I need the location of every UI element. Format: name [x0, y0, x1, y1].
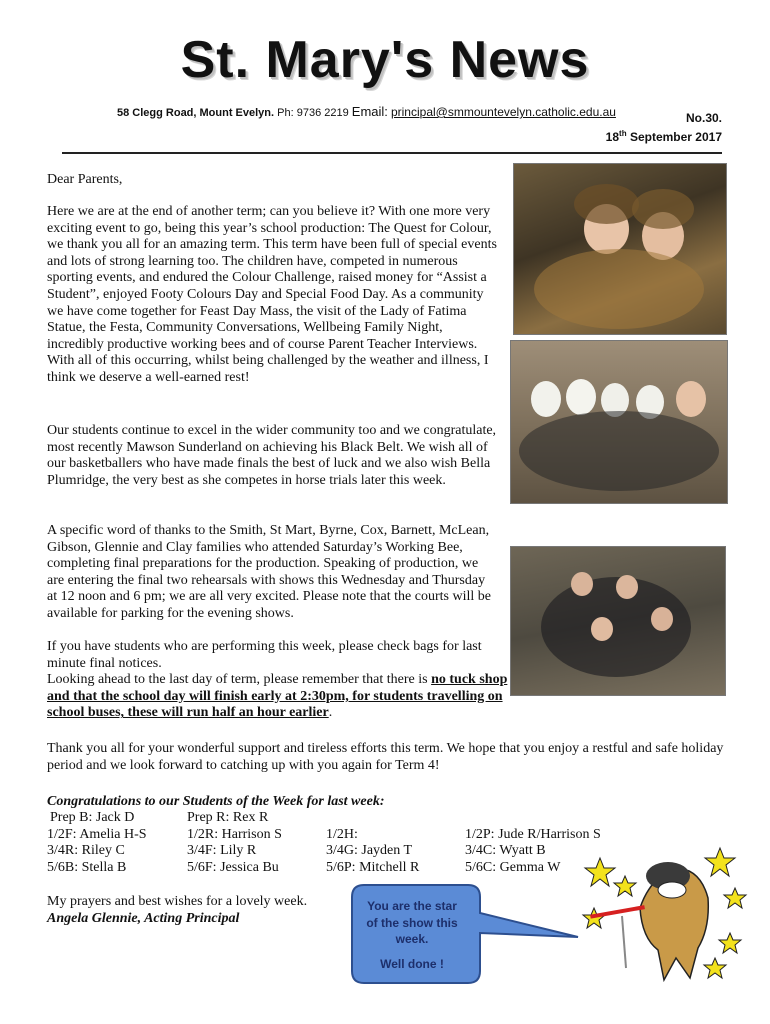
award-entry — [187, 827, 282, 843]
award-class: Prep B: — [50, 810, 93, 825]
award-entry — [50, 810, 134, 826]
notice-bags: If you have students who are performing this week, please check bags for last minute final notices. — [47, 639, 482, 671]
award-class: 3/4R: — [47, 843, 79, 859]
email-label: Email: — [351, 104, 388, 119]
phone-label: Ph: — [277, 107, 294, 119]
award-student: Amelia H-S — [79, 826, 147, 842]
issue-info — [606, 110, 722, 145]
award-entry — [187, 843, 256, 859]
paragraph-thanks: Thank you all for your wonderful support and tireless efforts this term. We hope that you enjoy a restful and safe holiday period and we look forward to catching up with you again for Term 4! — [47, 741, 724, 773]
award-entry — [465, 843, 546, 859]
award-entry — [47, 827, 147, 843]
closing — [47, 893, 307, 927]
speech-bubble-text: You are the star of the show this week. Well done ! — [366, 899, 458, 971]
closing-line: My prayers and best wishes for a lovely week. — [47, 894, 308, 909]
award-student: Jayden T — [361, 843, 413, 859]
award-student: Stella B — [81, 859, 127, 875]
photo-children-rehearsal — [510, 546, 726, 696]
award-class: 5/6P: — [326, 859, 356, 875]
awards-heading: Congratulations to our Students of the Week for last week: — [47, 794, 385, 809]
notice-early-finish: no tuck shop and that the school day will finish early at 2:30pm, for students travelling on school buses, these will run half an hour earlier — [47, 672, 508, 721]
paragraph-notices: If you have students who are performing this week, please check bags for last minute final notices. Looking ahead to the last day of term, please remember that there is no tuck shop and that the school day will finish early at 2:30pm, for students travelling on school buses, these will run half an hour earlier. — [47, 639, 508, 721]
award-student: Gemma W — [499, 859, 561, 875]
award-entry — [187, 860, 279, 876]
contact-line — [117, 104, 616, 119]
newsletter-title: St. Mary's News — [180, 31, 590, 89]
award-class: 5/6C: — [465, 859, 497, 875]
salutation: Dear Parents, — [47, 172, 123, 187]
notice-last-day: Looking ahead to the last day of term, please remember that there is — [47, 672, 432, 688]
award-student: Jack D — [95, 810, 135, 825]
address: 58 Clegg Road, Mount Evelyn. — [117, 107, 275, 119]
issue-number: No.30. — [685, 111, 722, 125]
paragraph-term-summary: Here we are at the end of another term; can you believe it? With one more very exciting event to go, being this year’s school production: The Quest for Colour, we thank you all for an amazing term. This term have been full of special events and lots of strong learning too. The children have, competed in numerous sporting events, and endured the Colour Challenge, raised money for “Assist a Student”, enjoyed Footy Colours Day and Special Food Day. As a community we have come together for Feast Day Mass, the visit of the Lady of Fatima Statue, the Festa, Community Conversations, Wellbeing Family Night, incredibly productive working bees and of course Parent Teacher Interviews. With all of this occurring, whilst being challenged by the weather and illness, I think we deserve a well-earned rest! — [47, 204, 497, 385]
award-entry — [47, 860, 126, 876]
award-entry — [326, 827, 358, 843]
photo-children-ghost-costumes — [510, 340, 728, 504]
award-entry — [187, 810, 268, 826]
award-class: 3/4C: — [465, 843, 497, 859]
award-class: Prep R: — [187, 810, 230, 825]
paragraph-community: Our students continue to excel in the wider community too and we congratulate, most recently Mawson Sunderland on achieving his Black Belt. We wish all of our basketballers who have made finals the best of luck and we also wish Bella Plumridge, the very best as she competes in horse trials later this week. — [47, 423, 497, 488]
award-student: Lily R — [220, 843, 257, 859]
award-student: Jessica Bu — [220, 859, 279, 875]
award-class: 1/2R: — [187, 826, 219, 842]
award-class: 1/2F: — [47, 826, 77, 842]
email-link[interactable]: principal@smmountevelyn.catholic.edu.au — [390, 105, 616, 119]
issue-date: 18th September 2017 — [605, 129, 722, 144]
award-entry — [326, 860, 419, 876]
phone-number: 9736 2219 — [296, 107, 349, 119]
star-character-icon — [580, 838, 750, 988]
signature: Angela Glennie, Acting Principal — [47, 911, 240, 926]
paragraph-working-bee: A specific word of thanks to the Smith, St Mart, Byrne, Cox, Barnett, McLean, Gibson, Glennie and Clay families who attended Saturday’s Working Bee, completing final preparations for the production. Speaking of production, we are entering the final two rehearsals with shows this Wednesday and Thursday at 12 noon and 6 pm; we are all very excited. Please note that the courts will be available for parking for the evening shows. — [47, 523, 491, 621]
award-class: 5/6F: — [187, 859, 217, 875]
award-class: 1/2H: — [326, 826, 358, 842]
award-student: Riley C — [81, 843, 125, 859]
award-student: Rex R — [232, 810, 269, 825]
award-entry — [326, 843, 412, 859]
award-class: 1/2P: — [465, 826, 495, 842]
award-student: Harrison S — [221, 826, 282, 842]
award-student: Jude R/Harrison S — [498, 826, 601, 842]
award-student: Wyatt B — [499, 843, 546, 859]
photo-children-costumes — [513, 163, 727, 335]
award-class: 3/4F: — [187, 843, 217, 859]
award-class: 3/4G: — [326, 843, 358, 859]
award-class: 5/6B: — [47, 859, 79, 875]
award-entry — [465, 860, 560, 876]
award-entry — [47, 843, 125, 859]
header-divider — [62, 152, 722, 154]
award-student: Mitchell R — [359, 859, 420, 875]
